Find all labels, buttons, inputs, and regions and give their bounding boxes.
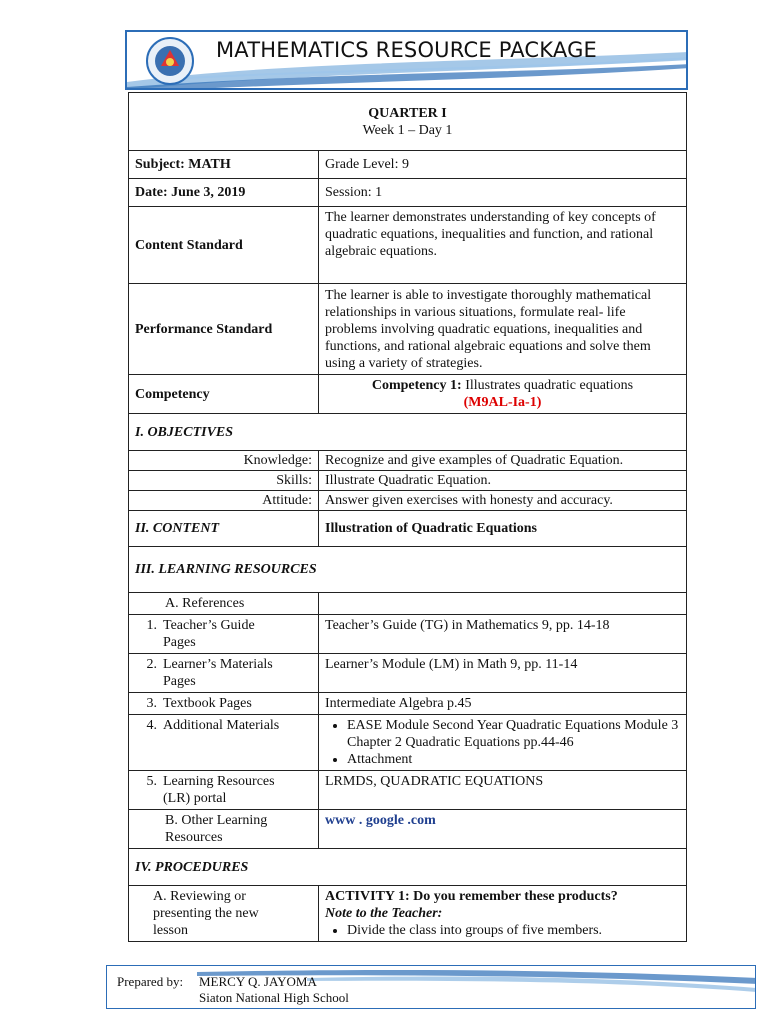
competency-cell (319, 375, 687, 414)
page-title: MATHEMATICS RESOURCE PACKAGE (215, 38, 598, 62)
quarter-title: QUARTER I (368, 105, 447, 121)
resource-row-5-value: LRMDS, QUADRATIC EQUATIONS (319, 771, 687, 810)
quarter-cell (129, 93, 687, 151)
performance-standard-label: Performance Standard (129, 284, 319, 375)
lesson-plan-table (128, 92, 687, 942)
header-banner (125, 30, 688, 90)
resource-row-3-label: 3. Textbook Pages (129, 693, 319, 715)
preparer-school: Siaton National High School (199, 990, 349, 1005)
content-standard-text: The learner demonstrates understanding of key concepts of quadratic equations, inequalities and function, and rational algebraic equations. (319, 207, 687, 284)
resource-row-2-value: Learner’s Module (LM) in Math 9, pp. 11-14 (319, 654, 687, 693)
grade-level-cell: Grade Level: 9 (319, 151, 687, 179)
teacher-note: Note to the Teacher: (325, 906, 443, 921)
resources-heading: III. LEARNING RESOURCES (129, 547, 687, 593)
date-cell: Date: June 3, 2019 (129, 179, 319, 207)
objective-text-skills: Illustrate Quadratic Equation. (319, 471, 687, 491)
competency-code: (M9AL-Ia-1) (463, 395, 542, 410)
resource-row-1-value: Teacher’s Guide (TG) in Mathematics 9, pp. 14-18 (319, 615, 687, 654)
procedures-heading: IV. PROCEDURES (129, 849, 687, 886)
subject-cell: Subject: MATH (129, 151, 319, 179)
list-item: • Attachment (347, 751, 680, 768)
procedure-a-label: A. Reviewing or presenting the new lesson (129, 886, 319, 942)
other-resources-cell (319, 810, 687, 849)
resource-row-5-label: 5. Learning Resources (LR) portal (129, 771, 319, 810)
resource-row-4-label: 4. Additional Materials (129, 715, 319, 771)
objectives-heading: I. OBJECTIVES (129, 414, 687, 451)
week-day: Week 1 – Day 1 (362, 122, 453, 138)
content-standard-label: Content Standard (129, 207, 319, 284)
objective-text-attitude: Answer given exercises with honesty and accuracy. (319, 491, 687, 511)
resource-row-1-label: 1. Teacher’s Guide Pages (129, 615, 319, 654)
objective-label-skills: Skills: (129, 471, 319, 491)
list-item: • EASE Module Second Year Quadratic Equations Module 3 Chapter 2 Quadratic Equations pp.44-46 (347, 717, 680, 751)
resource-row-3-value: Intermediate Algebra p.45 (319, 693, 687, 715)
preparer-name: MERCY Q. JAYOMA (199, 974, 317, 989)
activity-title: ACTIVITY 1: Do you remember these products? (325, 889, 618, 904)
references-label: A. References (129, 593, 319, 615)
list-item: • Divide the class into groups of five members. (347, 922, 680, 939)
objective-text-knowledge: Recognize and give examples of Quadratic Equation. (319, 451, 687, 471)
performance-standard-text: The learner is able to investigate thoroughly mathematical relationships in various situations, formulate real- life problems involving quadratic equations, inequalities and functions, and rational algebraic equations and solve them using a variety of strategies. (319, 284, 687, 375)
prepared-by-label: Prepared by: (117, 974, 184, 989)
google-link[interactable]: www . google .com (325, 813, 436, 828)
resource-row-2-label: 2. Learner’s Materials Pages (129, 654, 319, 693)
resource-row-4-value (319, 715, 687, 771)
objective-label-attitude: Attitude: (129, 491, 319, 511)
content-text: Illustration of Quadratic Equations (319, 511, 687, 547)
preparer-info (199, 974, 349, 1006)
competency-text: Illustrates quadratic equations (461, 378, 634, 393)
references-value (319, 593, 687, 615)
objective-label-knowledge: Knowledge: (129, 451, 319, 471)
session-cell: Session: 1 (319, 179, 687, 207)
footer-banner (106, 965, 756, 1009)
competency-prefix: Competency 1: (371, 378, 462, 393)
procedure-a-cell (319, 886, 687, 942)
other-resources-label: B. Other Learning Resources (129, 810, 319, 849)
competency-label: Competency (129, 375, 319, 414)
content-heading: II. CONTENT (129, 511, 319, 547)
